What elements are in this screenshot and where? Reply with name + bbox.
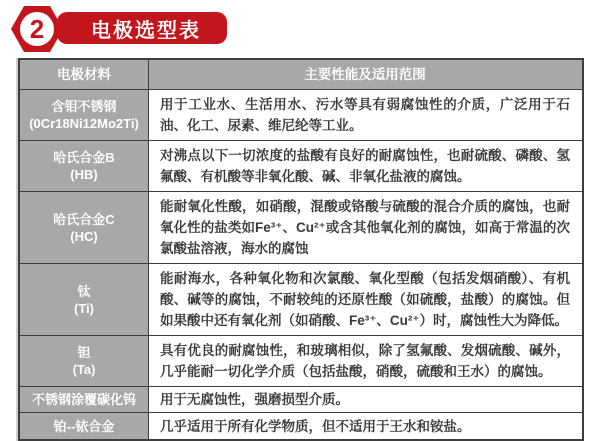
description-text: 具有优良的耐腐蚀性，和玻璃相似，除了氢氟酸、发烟硫酸、碱外，几乎能耐一切化学介质（包括盐酸，硝酸，硫酸和王水）的腐蚀。 [160, 343, 570, 379]
description-cell [149, 413, 582, 439]
material-cell [20, 413, 149, 439]
table-row [20, 264, 582, 336]
description-cell [149, 387, 582, 412]
description-cell [149, 90, 582, 140]
description-text: 用于工业水、生活用水、污水等具有弱腐蚀性的介质，广泛用于石油、化工、尿素、维尼纶等工业。 [160, 97, 570, 133]
material-cell [20, 264, 149, 335]
header-material: 电极材料 [20, 60, 149, 89]
material-cell [20, 387, 149, 412]
description-cell [149, 192, 582, 263]
description-text: 对沸点以下一切浓度的盐酸有良好的耐腐蚀性，也耐硫酸、磷酸、氢氟酸、有机酸等非氧化酸、碱、非氧化盐液的腐蚀。 [160, 148, 570, 184]
material-code: (Ti) [74, 300, 94, 316]
page-title-text: 电极选型表 [91, 19, 201, 42]
badge-number: 2 [29, 14, 45, 44]
table-row [20, 413, 582, 439]
table-row [20, 90, 582, 141]
material-name: 哈氏合金C [53, 211, 115, 227]
description-cell [149, 336, 582, 386]
material-code: (HC) [70, 228, 98, 244]
material-cell [20, 90, 149, 140]
page-header [0, 0, 600, 58]
material-code: (0Cr18Ni12Mo2Ti) [29, 116, 139, 131]
material-cell [20, 141, 149, 191]
material-name: 含钼不锈钢 [51, 99, 117, 114]
description-text: 能耐氧化性酸，如硝酸，混酸或铬酸与硫酸的混合介质的腐蚀，也耐氧化性的盐类如Fe³⁺、Cu²⁺或含其他氧化剂的腐蚀，如高于常温的次氯酸盐溶液，海水的腐蚀 [160, 199, 570, 256]
description-cell [149, 264, 582, 335]
step-number-badge [9, 1, 65, 57]
material-name: 钽 [77, 345, 91, 360]
table-row [20, 141, 582, 192]
material-cell [20, 192, 149, 263]
material-code: (HB) [70, 167, 98, 182]
description-cell [149, 141, 582, 191]
table-row [20, 336, 582, 387]
description-text: 能耐海水，各种氧化物和次氯酸、氧化型酸（包括发烟硝酸）、有机酸、碱等的腐蚀，不耐较纯的还原性酸（如硫酸，盐酸）的腐蚀。但如果酸中还有氧化剂（如硝酸、Fe³⁺、Cu²⁺）时，腐蚀性大为降低。 [160, 271, 570, 328]
table-header-row [20, 60, 582, 90]
description-text: 用于无腐蚀性，强磨损型介质。 [160, 392, 349, 407]
electrode-selection-table [18, 58, 584, 441]
material-code: (Ta) [72, 362, 96, 377]
material-name: 不锈钢涂覆碳化钨 [31, 392, 136, 407]
material-name: 哈氏合金B [53, 150, 115, 165]
material-name: 钛 [77, 283, 91, 299]
page-title [57, 12, 227, 44]
header-performance: 主要性能及适用范围 [149, 60, 582, 89]
table-row [20, 192, 582, 264]
table-row [20, 387, 582, 413]
material-cell [20, 336, 149, 386]
description-text: 几乎适用于所有化学物质，但不适用于王水和铵盐。 [160, 418, 471, 434]
material-name: 铂--铱合金 [53, 418, 115, 434]
